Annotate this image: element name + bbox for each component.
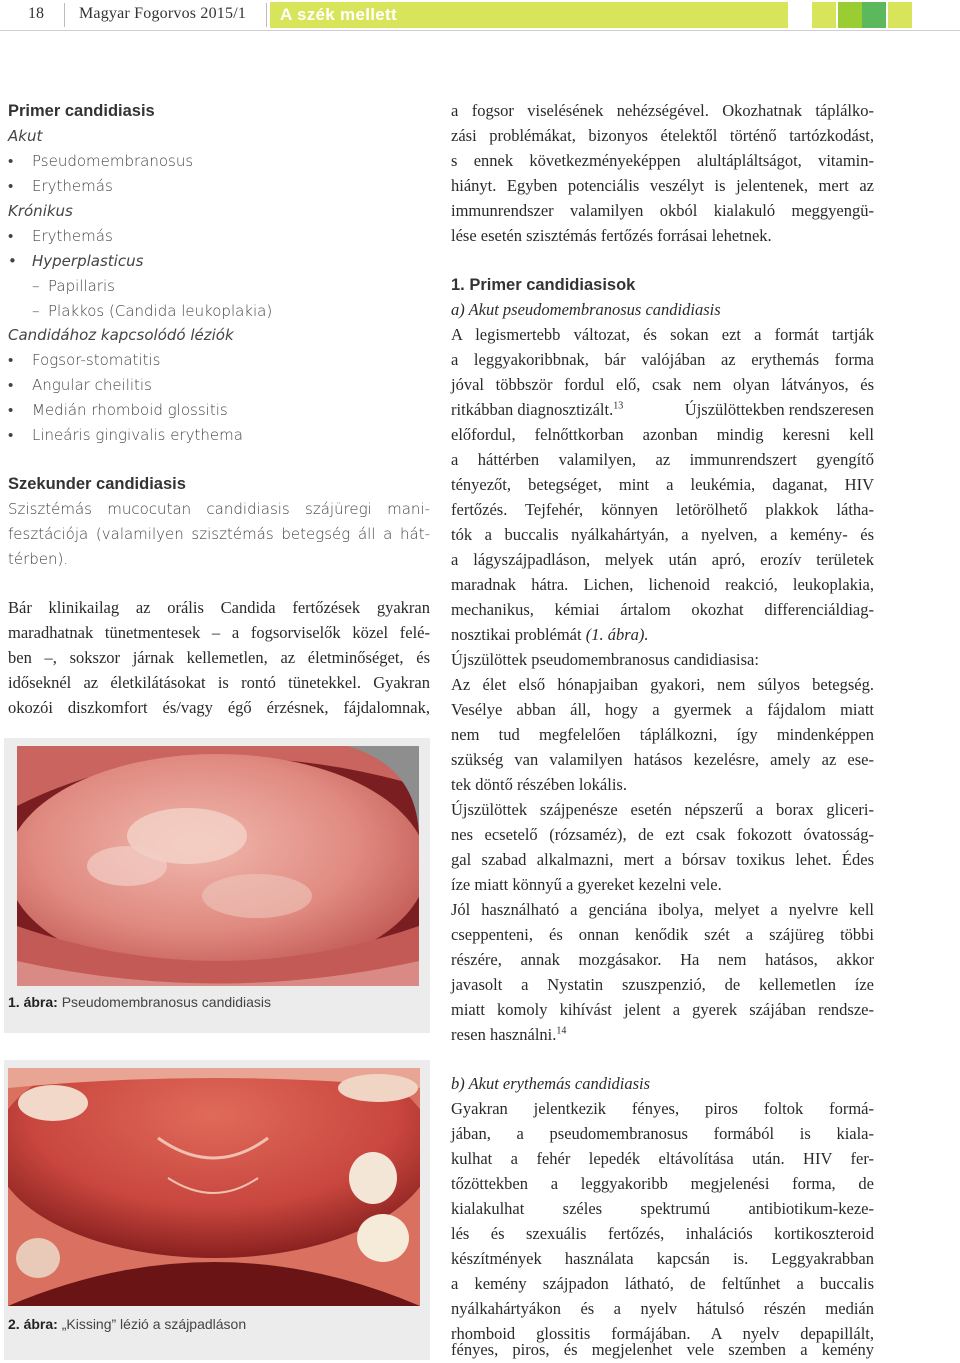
text-line: kulhat a fehér lepedék eltávolítása után. HIV fer- (451, 1149, 874, 1168)
text-line: készítmények használata kapcsán is. Leggyakrabban (451, 1249, 874, 1268)
figure-1-text: Pseudomembranosus candidiasis (61, 994, 272, 1010)
photo-illustration (17, 746, 419, 986)
candida-label: Candidához kapcsolódó léziók (8, 326, 234, 344)
color-square (888, 2, 912, 28)
text-line: Gyakran jelentkezik fényes, piros foltok formá- (451, 1099, 874, 1118)
page-header (0, 0, 960, 34)
text-line: fesztációja (valamilyen szisztémás betegség áll a hát- (8, 525, 430, 543)
text-fragment: Újszülöttekben rendszeresen (684, 400, 874, 419)
reference-14: 14 (556, 1025, 567, 1037)
text-line: fertőzés. Tejfehér, könnyen letörölhető plakkok látha- (451, 500, 874, 519)
text-line: Újszülöttek szájpenésze esetén népszerű a borax gliceri- (451, 800, 874, 819)
figure-1-caption (8, 994, 271, 1010)
figure-2-label: 2. ábra: (8, 1316, 58, 1332)
figure-2 (4, 1060, 430, 1360)
text-line: nyálkahártyákon és a nyelv hátulsó részén medián (451, 1299, 874, 1318)
text-line: lése esetén szisztémás fertőzés forrásai lehetnek. (451, 226, 772, 245)
text-line: javasolt a Nystatin szuszpenzió, de kellemetlen íze (451, 975, 874, 994)
list-item: • Fogsor-stomatitis (32, 350, 160, 370)
text-line: Jól használható a genciána ibolya, melyet a nyelvre kell (451, 900, 874, 919)
text-line: lés és szexuális fertőzés, inhalációs kortikoszteroid (451, 1224, 874, 1243)
text-line: rhomboid glossitis formájában. A nyelv depapillált, (451, 1324, 874, 1343)
text-line: időseknél az életkilátásokat is rontó tünetekkel. Gyakran (8, 673, 430, 692)
figure-reference: (1. ábra). (585, 625, 649, 644)
text-line (451, 1025, 566, 1045)
text-line: Szisztémás mucocutan candidiasis szájüregi mani- (8, 500, 430, 518)
text-fragment: ritkábban diagnosztizált. (451, 400, 614, 419)
text-line: mechanikus, kémiai ártalom okozhat differenciáldiag- (451, 600, 874, 619)
text-fragment: nosztikai problémát (451, 625, 582, 644)
text-line: jában, a pseudomembranosus formából is kiala- (451, 1124, 874, 1143)
text-line: Vesélye abban áll, hogy a gyermek a fájdalom miatt (451, 700, 874, 719)
list-item: • Pseudomembranosus (32, 151, 193, 171)
text-line: tőzöttekben a leggyakoribb megjelenési forma, de (451, 1174, 874, 1193)
color-square (862, 2, 886, 28)
text-line: kialakulhat széles spektrumú antibiotikum-keze- (451, 1199, 874, 1218)
list-item: • Angular cheilitis (32, 375, 152, 395)
text-line: jóval többször fordul elő, csak nem olyan látványos, és (451, 375, 874, 394)
text-line: térben). (8, 550, 69, 568)
text-line: a lágyszájpadláson, melyek után apró, erozív területek (451, 550, 874, 569)
journal-title: Magyar Fogorvos 2015/1 (79, 5, 247, 22)
text-line (451, 625, 649, 645)
text-line: a leggyakoribbnak, bár valójában az erythemás forma (451, 350, 874, 369)
akut-label: Akut (8, 127, 43, 145)
text-line: maradnak hátra. Lichen, lichenoid reakció, leukoplakia, (451, 575, 874, 594)
figure-2-caption (8, 1316, 246, 1332)
text-line: íze miatt könnyű a gyereket kezelni vele. (451, 875, 722, 894)
section-banner: A szék mellett (270, 2, 788, 28)
text-line: hiányt. Egyben potenciális veszélyt is jelentenek, mert az (451, 176, 874, 195)
text-line: Az élet első hónapjaiban gyakori, nem súlyos betegség. (451, 675, 874, 694)
photo-illustration (8, 1068, 420, 1306)
text-line: részére, annak mozgásakor. Ha nem hatásos, akkor (451, 950, 874, 969)
figure-2-text: „Kissing” lézió a szájpadláson (61, 1316, 247, 1332)
text-line: gal szabad alkalmazni, mert a bórsav toxikus lehet. Édes (451, 850, 874, 869)
page-number: 18 (28, 5, 44, 22)
text-line: fényes, piros, és megjelenhet vele szemben a kemény (451, 1340, 874, 1359)
text-line: miatt komoly kihívást jelent a gyerek szájában rendsze- (451, 1000, 874, 1019)
oral-photo-pseudomembranous (17, 746, 419, 986)
header-rule (0, 30, 960, 31)
text-line: okozói diszkomfort és/vagy égő érzésnek, fájdalomnak, (8, 698, 430, 717)
text-line: maradhatnak tünetmentesek – a fogsorviselők közel felé- (8, 623, 430, 642)
header-divider (266, 3, 267, 27)
header-divider (64, 3, 65, 27)
subsection-b-heading: b) Akut erythemás candidiasis (451, 1074, 651, 1093)
oral-photo-kissing-lesion (8, 1068, 420, 1306)
figure-1 (4, 738, 430, 1033)
newborn-heading: Újszülöttek pseudomembranosus candidiasisa: (451, 650, 759, 669)
text-line (451, 400, 874, 420)
text-fragment: resen használni. (451, 1025, 557, 1044)
text-line: Bár klinikailag az orális Candida fertőzések gyakran (8, 598, 430, 617)
text-line: tók a buccalis nyálkahártyán, a nyelven, a kemény- és (451, 525, 874, 544)
list-item: • Lineáris gingivalis erythema (32, 425, 243, 445)
text-line: a fogsor viselésének nehézségével. Okozhatnak táplálko- (451, 101, 874, 120)
text-fragment (451, 400, 623, 420)
text-line: a háttérben valamilyen, az immunrendszert gyengítő (451, 450, 874, 469)
sub-list-item: – Plakkos (Candida leukoplakia) (48, 301, 272, 321)
text-line: ben –, sokszor járnak kellemetlen, az életminőséget, és (8, 648, 430, 667)
figure-1-label: 1. ábra: (8, 994, 58, 1010)
text-line: szükség van valamilyen hatásos kezelésre, amely az ese- (451, 750, 874, 769)
list-item: • Erythemás (32, 226, 113, 246)
text-line: zási problémákat, bizonyos ételektől történő tartózkodást, (451, 126, 874, 145)
list-item: • Hyperplasticus (32, 251, 143, 271)
color-square (838, 2, 862, 28)
list-item: • Erythemás (32, 176, 113, 196)
text-line: előfordul, felnőttkorban azonban mindig keresni kell (451, 425, 874, 444)
text-line: immunrendszer valamilyen okból kialakuló meggyengü- (451, 201, 874, 220)
text-line: cseppenteni, és onnan kenődik szét a szájüreg többi (451, 925, 874, 944)
subsection-a-heading: a) Akut pseudomembranosus candidiasis (451, 300, 721, 319)
text-line: nem tud megfelelően táplálkozni, így mindenképpen (451, 725, 874, 744)
text-line: tényezőt, betegséget, mint a leukémia, daganat, HIV (451, 475, 874, 494)
text-line: tek döntő részében lokális. (451, 775, 627, 794)
text-line: s ennek következményeképpen alultápláltságot, vitamin- (451, 151, 874, 170)
section-1-heading: 1. Primer candidiasisok (451, 276, 636, 294)
sub-list-item: – Papillaris (48, 276, 115, 296)
text-line: nes ecsetelő (rózsaméz), de ezt csak fokozott óvatosság- (451, 825, 874, 844)
kronikus-label: Krónikus (8, 202, 73, 220)
reference-13: 13 (613, 400, 624, 412)
color-square (812, 2, 836, 28)
szekunder-heading: Szekunder candidiasis (8, 475, 186, 493)
list-item: • Medián rhomboid glossitis (32, 400, 228, 420)
primer-heading: Primer candidiasis (8, 102, 155, 120)
text-line: a kemény szájpadon látható, de feltűnhet a buccalis (451, 1274, 874, 1293)
text-line: A legismertebb változat, és sokan ezt a formát tartják (451, 325, 874, 344)
